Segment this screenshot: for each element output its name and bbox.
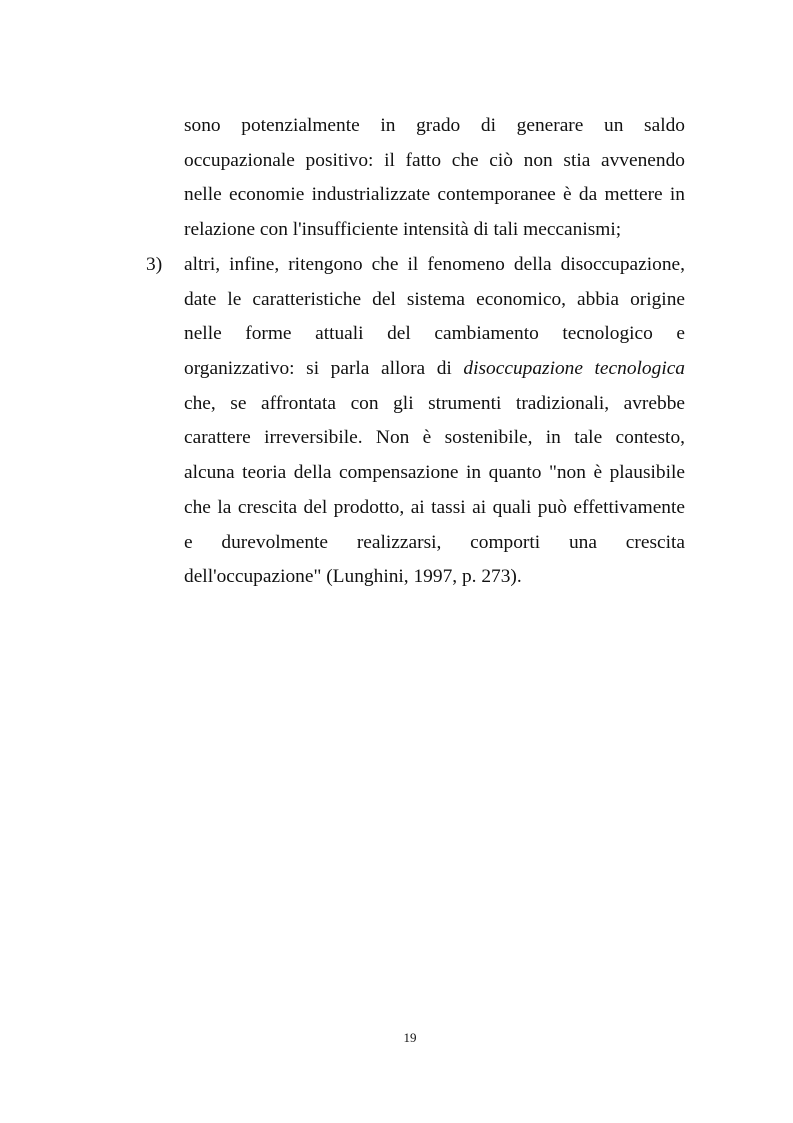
text-line: che la crescita del prodotto, ai tassi ai quali può effettivamente bbox=[184, 496, 685, 518]
text-line: altri, infine, ritengono che il fenomeno della disoccupazione, bbox=[184, 254, 685, 275]
text-line: nelle forme attuali del cambiamento tecnologico e bbox=[184, 323, 685, 345]
emphasized-term: disoccupazione tecnologica bbox=[463, 358, 686, 380]
text-line: carattere irreversibile. Non è sostenibile, in tale contesto, bbox=[184, 427, 685, 449]
list-marker: 3) bbox=[146, 254, 163, 275]
text-line: relazione con l'insufficiente intensità di tali meccanismi; bbox=[184, 219, 622, 241]
text-line: che, se affrontata con gli strumenti tradizionali, avrebbe bbox=[184, 392, 685, 414]
continued-list-item-text bbox=[184, 109, 685, 248]
text-line: nelle economie industrializzate contemporanee è da mettere in bbox=[184, 184, 685, 206]
text-line bbox=[184, 352, 685, 387]
text-segment: organizzativo: si parla allora di bbox=[184, 358, 464, 380]
text-line: dell'occupazione" (Lunghini, 1997, p. 273). bbox=[184, 566, 522, 588]
text-line: alcuna teoria della compensazione in quanto "non è plausibile bbox=[184, 462, 685, 484]
text-line: e durevolmente realizzarsi, comporti una crescita bbox=[184, 531, 685, 553]
text-line: sono potenzialmente in grado di generare un saldo bbox=[184, 115, 685, 136]
list-item-3 bbox=[146, 248, 686, 595]
page-number: 19 bbox=[403, 1030, 417, 1045]
text-line: occupazionale positivo: il fatto che ciò non stia avvenendo bbox=[184, 149, 685, 171]
text-line: date le caratteristiche del sistema economico, abbia origine bbox=[184, 288, 685, 310]
